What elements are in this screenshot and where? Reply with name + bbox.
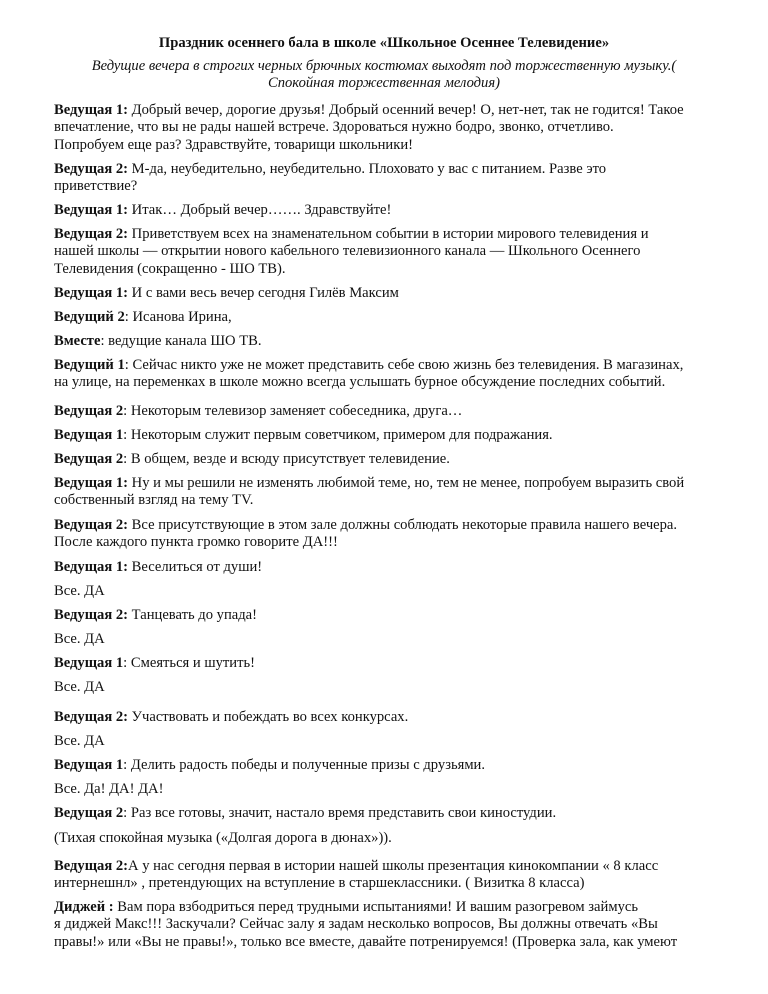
line-text: После каждого пункта громко говорите ДА!!! bbox=[54, 534, 338, 551]
paragraph bbox=[54, 655, 744, 672]
line-text: нашей школы — открытии нового кабельного телевизионного канала — Школьного Осеннего bbox=[54, 243, 641, 260]
line-text: : Делить радость победы и полученные призы с друзьями. bbox=[123, 757, 486, 773]
speaker-label: Ведущая 2: bbox=[54, 161, 129, 177]
line-text: Попробуем еще раз? Здравствуйте, товарищи школьники! bbox=[54, 136, 414, 153]
line-text: : Некоторым телевизор заменяет собеседника, друга… bbox=[123, 403, 463, 419]
line-text: : Раз все готовы, значит, настало время представить свои киностудии. bbox=[123, 805, 557, 821]
line-text: правы!» или «Вы не правы!», только все вместе, давайте потренируемся! (Проверка зала, как умеют bbox=[54, 933, 678, 950]
paragraph-line bbox=[54, 899, 744, 916]
paragraph-line bbox=[54, 709, 744, 726]
paragraph bbox=[54, 475, 744, 510]
speaker-label: Ведущая 2 bbox=[54, 805, 124, 821]
speaker-label: Ведущая 2: bbox=[54, 607, 129, 623]
paragraph bbox=[54, 451, 744, 468]
speaker-label: Ведущая 1: bbox=[54, 202, 129, 218]
line-text: : ведущие канала ШО ТВ. bbox=[100, 333, 262, 349]
speaker-label: Ведущая 2: bbox=[54, 517, 129, 533]
paragraph-line bbox=[54, 679, 744, 696]
paragraph-line bbox=[54, 161, 744, 178]
paragraph-line bbox=[54, 451, 744, 468]
line-text: М-да, неубедительно, неубедительно. Плоховато у вас с питанием. Разве это bbox=[128, 161, 607, 177]
paragraph bbox=[54, 607, 744, 624]
line-text: Итак… Добрый вечер……. Здравствуйте! bbox=[128, 202, 392, 218]
paragraph-line bbox=[54, 475, 744, 492]
speaker-label: Вместе bbox=[54, 333, 101, 349]
paragraph-line bbox=[54, 534, 744, 551]
line-text: впечатление, что вы не рады нашей встрече. Здороваться нужно бодро, звонко, отчетливо. bbox=[54, 119, 614, 136]
line-text: Вам пора взбодриться перед трудными испытаниями! И вашим разогревом займусь bbox=[113, 899, 639, 915]
paragraph-line bbox=[54, 137, 744, 154]
line-text: Все. ДА bbox=[54, 679, 105, 695]
paragraph-line bbox=[54, 517, 744, 534]
paragraph bbox=[54, 733, 744, 750]
paragraph-line bbox=[54, 374, 744, 391]
paragraph bbox=[54, 226, 744, 278]
paragraph-line bbox=[54, 178, 744, 195]
paragraph bbox=[54, 583, 744, 600]
speaker-label: Ведущая 2 bbox=[54, 403, 124, 419]
paragraph bbox=[54, 333, 744, 350]
paragraph-line bbox=[54, 357, 744, 374]
speaker-label: Ведущая 1: bbox=[54, 285, 129, 301]
paragraph-line bbox=[54, 285, 744, 302]
line-text: И с вами весь вечер сегодня Гилёв Максим bbox=[128, 285, 399, 301]
paragraph-line bbox=[54, 119, 744, 136]
paragraph bbox=[54, 858, 744, 893]
line-text: : Сейчас никто уже не может представить себе свою жизнь без телевидения. В магазинах, bbox=[124, 357, 684, 373]
line-text: : Исанова Ирина, bbox=[124, 309, 232, 325]
line-text: Все. Да! ДА! ДА! bbox=[54, 781, 164, 797]
line-text: приветствие? bbox=[54, 178, 138, 195]
speaker-label: Ведущая 1: bbox=[54, 475, 129, 491]
paragraph-line bbox=[54, 934, 744, 951]
line-text: Приветствуем всех на знаменательном событии в истории мирового телевидения и bbox=[128, 226, 649, 242]
paragraph bbox=[54, 559, 744, 576]
subtitle-line: Ведущие вечера в строгих черных брючных костюмах выходят под торжественную музыку.( bbox=[91, 58, 677, 74]
line-text: Все. ДА bbox=[54, 631, 105, 647]
paragraph-line bbox=[54, 733, 744, 750]
line-text: : Некоторым служит первым советчиком, примером для подражания. bbox=[123, 427, 553, 443]
paragraph-line bbox=[54, 916, 744, 933]
speaker-label: Ведущий 1 bbox=[54, 357, 125, 373]
line-text: Все. ДА bbox=[54, 733, 105, 749]
line-text: Все. ДА bbox=[54, 583, 105, 599]
speaker-label: Ведущая 1 bbox=[54, 427, 124, 443]
line-text: : Смеяться и шутить! bbox=[123, 655, 255, 671]
line-text: собственный взгляд на тему TV. bbox=[54, 492, 254, 509]
paragraph-line bbox=[54, 102, 744, 119]
paragraph bbox=[54, 102, 744, 154]
paragraph bbox=[54, 899, 744, 951]
paragraph-line bbox=[54, 226, 744, 243]
paragraph bbox=[54, 709, 744, 726]
line-text: Добрый вечер, дорогие друзья! Добрый осенний вечер! О, нет-нет, так не годится! Такое bbox=[128, 102, 684, 118]
paragraph-line bbox=[54, 607, 744, 624]
paragraph-line bbox=[54, 583, 744, 600]
line-text: Танцевать до упада! bbox=[128, 607, 258, 623]
speaker-label: Ведущая 1 bbox=[54, 655, 124, 671]
document-subtitle bbox=[60, 58, 708, 92]
paragraph bbox=[54, 830, 744, 847]
paragraph-line bbox=[54, 333, 744, 350]
paragraph-line bbox=[54, 858, 744, 875]
speaker-label: Ведущая 1: bbox=[54, 102, 129, 118]
paragraph bbox=[54, 679, 744, 696]
subtitle-line: Спокойная торжественная мелодия) bbox=[267, 75, 501, 91]
line-text: Участвовать и побеждать во всех конкурсах. bbox=[128, 709, 409, 725]
paragraph bbox=[54, 309, 744, 326]
line-text: (Тихая спокойная музыка («Долгая дорога в дюнах»)). bbox=[54, 830, 392, 846]
paragraph-line bbox=[54, 202, 744, 219]
line-text: А у нас сегодня первая в истории нашей школы презентация кинокомпании « 8 класс bbox=[128, 858, 659, 874]
line-text: Ну и мы решили не изменять любимой теме, но, тем не менее, попробуем выразить свой bbox=[128, 475, 685, 491]
paragraph-line bbox=[54, 875, 744, 892]
paragraph-line bbox=[54, 243, 744, 260]
speaker-label: Ведущий 2 bbox=[54, 309, 125, 325]
paragraph bbox=[54, 403, 744, 420]
paragraph bbox=[54, 427, 744, 444]
paragraph-line bbox=[54, 805, 744, 822]
line-text: я диджей Макс!!! Заскучали? Сейчас залу я задам несколько вопросов, Вы должны отвечать «Вы bbox=[54, 916, 658, 933]
paragraph bbox=[54, 357, 744, 392]
line-text: : В общем, везде и всюду присутствует телевидение. bbox=[123, 451, 450, 467]
line-text: Телевидения (сокращенно - ШО ТВ). bbox=[54, 260, 286, 277]
paragraph-line bbox=[54, 655, 744, 672]
paragraph-line bbox=[54, 309, 744, 326]
paragraph-line bbox=[54, 403, 744, 420]
paragraph bbox=[54, 202, 744, 219]
paragraph bbox=[54, 631, 744, 648]
document-title: Праздник осеннего бала в школе «Школьное Осеннее Телевидение» bbox=[158, 35, 610, 51]
paragraph-line bbox=[54, 427, 744, 444]
paragraph bbox=[54, 161, 744, 196]
speaker-label: Диджей : bbox=[54, 899, 114, 915]
paragraph-line bbox=[54, 559, 744, 576]
speaker-label: Ведущая 1: bbox=[54, 559, 129, 575]
line-text: на улице, на переменках в школе можно всегда услышать бурное обсуждение последних событий. bbox=[54, 374, 666, 391]
paragraph-line bbox=[54, 781, 744, 798]
paragraph bbox=[54, 517, 744, 552]
speaker-label: Ведущая 2 bbox=[54, 451, 124, 467]
paragraph-line bbox=[54, 631, 744, 648]
speaker-label: Ведущая 2: bbox=[54, 226, 129, 242]
paragraph bbox=[54, 757, 744, 774]
paragraph-line bbox=[54, 261, 744, 278]
paragraph-line bbox=[54, 757, 744, 774]
line-text: интернешнл» , претендующих на вступление в старшеклассники. ( Визитка 8 класса) bbox=[54, 875, 585, 892]
paragraph-line bbox=[54, 830, 744, 847]
paragraph bbox=[54, 285, 744, 302]
speaker-label: Ведущая 2: bbox=[54, 858, 129, 874]
paragraph bbox=[54, 781, 744, 798]
line-text: Все присутствующие в этом зале должны соблюдать некоторые правила нашего вечера. bbox=[128, 517, 678, 533]
line-text: Веселиться от души! bbox=[128, 559, 263, 575]
speaker-label: Ведущая 2: bbox=[54, 709, 129, 725]
paragraph-line bbox=[54, 492, 744, 509]
paragraph bbox=[54, 805, 744, 822]
speaker-label: Ведущая 1 bbox=[54, 757, 124, 773]
